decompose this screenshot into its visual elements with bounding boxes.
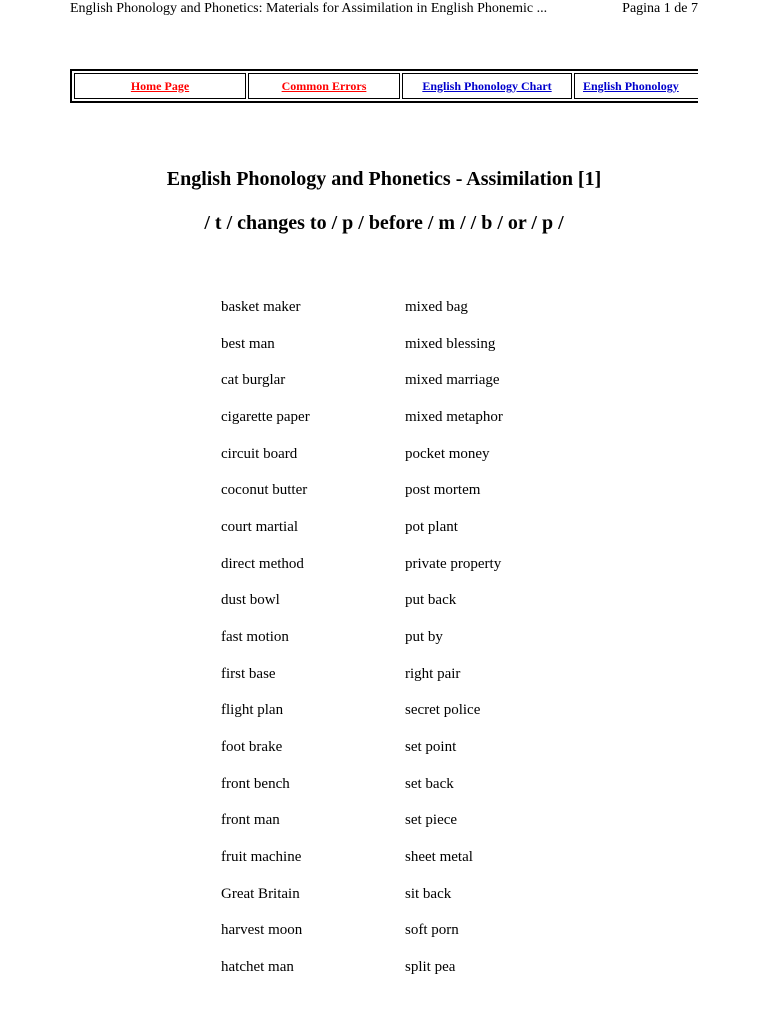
print-header [70, 0, 698, 18]
list-item: set point [405, 738, 457, 755]
nav-table [70, 69, 698, 103]
print-header-title: English Phonology and Phonetics: Materials for Assimilation in English Phonemic ... [70, 1, 548, 16]
nav-cell-home [74, 73, 246, 99]
common-errors-link[interactable]: Common Errors [281, 78, 367, 93]
phonology-chart-link[interactable]: English Phonology Chart [422, 78, 552, 93]
list-item: sit back [405, 885, 452, 902]
list-item: set back [405, 775, 454, 792]
list-item: front bench [221, 775, 290, 792]
list-item: front man [221, 812, 280, 829]
list-item: best man [221, 335, 275, 352]
list-item: direct method [221, 555, 304, 572]
list-item: mixed blessing [405, 335, 496, 352]
list-item: mixed bag [405, 299, 468, 315]
list-item: set piece [405, 812, 458, 829]
nav-cell-common-errors [248, 73, 400, 99]
list-item: first base [221, 665, 276, 682]
list-item: Great Britain [221, 885, 300, 902]
nav-bar [70, 69, 698, 103]
list-item: coconut butter [221, 482, 308, 499]
list-item: post mortem [405, 482, 481, 499]
list-item: dust bowl [221, 592, 280, 609]
list-item: basket maker [221, 299, 301, 315]
page-indicator: Pagina 1 de 7 [622, 1, 698, 16]
page-subtitle: / t / changes to / p / before / m / / b / or / p / [204, 212, 564, 234]
list-item: soft porn [405, 922, 459, 939]
nav-cell-phonology-chart [402, 73, 572, 99]
list-item: flight plan [221, 702, 284, 719]
list-item: mixed marriage [405, 372, 500, 389]
home-page-link[interactable]: Home Page [130, 78, 190, 93]
word-list-right [405, 296, 503, 992]
list-item: sheet metal [405, 848, 473, 865]
list-item: private property [405, 555, 502, 572]
nav-cell-phonology [574, 73, 698, 99]
list-item: pocket money [405, 445, 490, 462]
page-title: English Phonology and Phonetics - Assimilation [1] [166, 168, 602, 190]
word-list-left [221, 296, 310, 992]
list-item: circuit board [221, 445, 298, 462]
list-item: court martial [221, 518, 299, 535]
list-item: hatchet man [221, 958, 294, 975]
list-item: put back [405, 592, 457, 609]
list-item: cigarette paper [221, 408, 310, 425]
list-item: split pea [405, 958, 456, 975]
phonology-link[interactable]: English Phonology [583, 78, 679, 93]
list-item: mixed metaphor [405, 408, 503, 425]
list-item: foot brake [221, 738, 283, 755]
list-item: pot plant [405, 518, 458, 535]
list-item: fruit machine [221, 848, 302, 865]
list-item: cat burglar [221, 372, 286, 389]
list-item: harvest moon [221, 922, 303, 939]
list-item: right pair [405, 665, 461, 682]
list-item: put by [405, 628, 443, 645]
list-item: fast motion [221, 628, 289, 645]
list-item: secret police [405, 702, 481, 719]
